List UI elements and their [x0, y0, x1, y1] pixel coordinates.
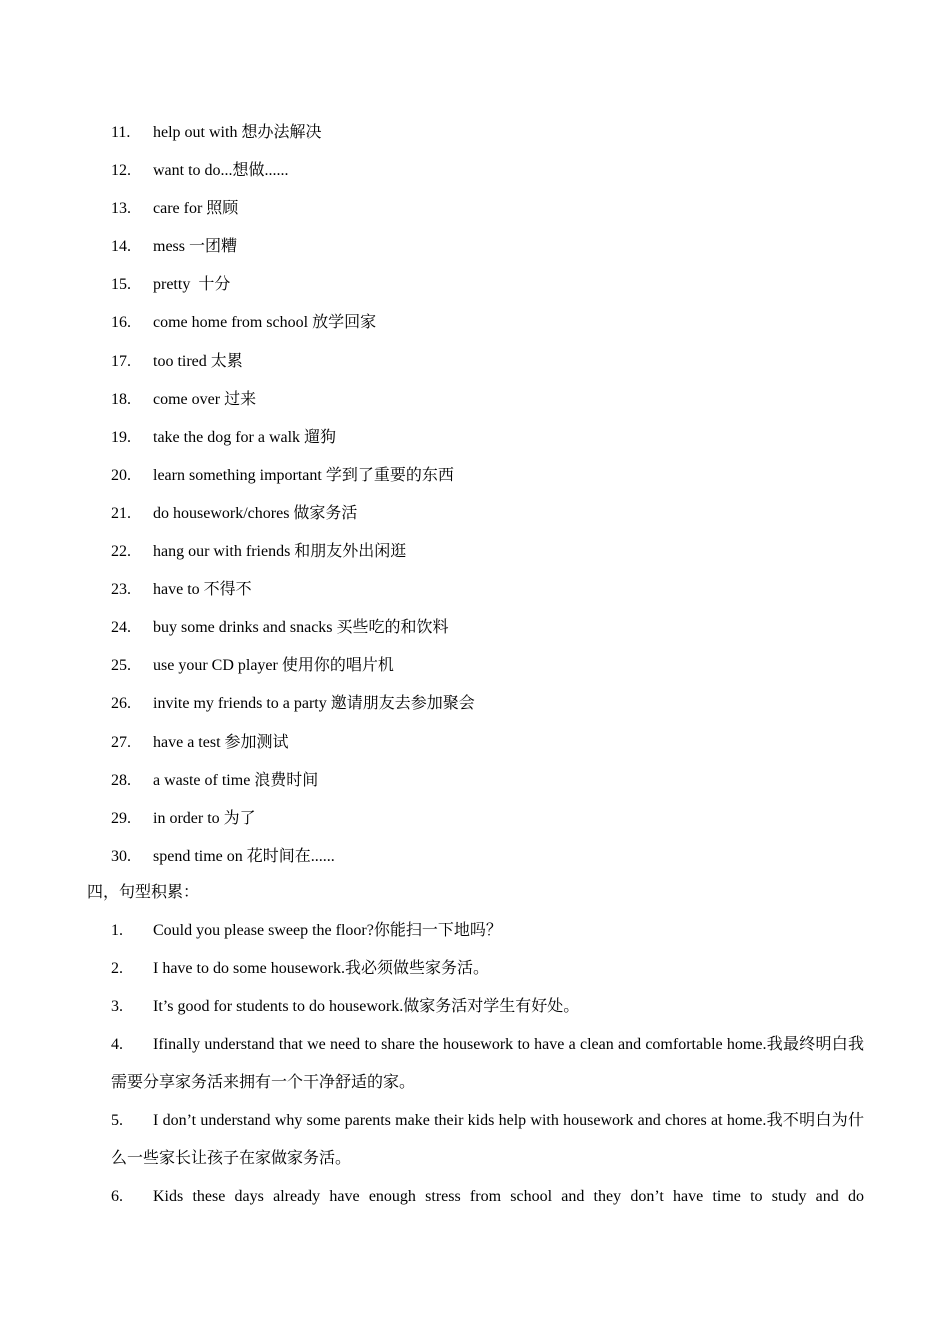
item-text: take the dog for a walk 遛狗 [153, 428, 337, 446]
item-number: 29. [111, 809, 131, 827]
item-number: 24. [111, 619, 131, 637]
item-text: mess 一团糟 [153, 238, 238, 256]
item-number: 1. [111, 922, 123, 939]
item-text: care for 照顾 [153, 200, 239, 218]
item-text: have to 不得不 [153, 581, 252, 599]
list-item [0, 571, 950, 609]
item-number: 3. [111, 998, 123, 1015]
section-title: 四，句型积累： [87, 884, 200, 901]
item-number: 16. [111, 314, 131, 332]
item-text: too tired 太累 [153, 352, 243, 370]
item-text: help out with 想办法解决 [153, 124, 322, 141]
list-item [0, 988, 950, 1026]
item-text: do housework/chores 做家务活 [153, 504, 358, 522]
item-text: learn something important 学到了重要的东西 [153, 466, 454, 484]
item-number: 13. [111, 200, 131, 218]
list-item [0, 457, 950, 495]
item-number: 28. [111, 771, 131, 789]
item-text: come home from school 放学回家 [153, 314, 377, 332]
item-number: 18. [111, 390, 131, 408]
list-item [0, 304, 950, 342]
list-item [0, 343, 950, 381]
list-item [0, 152, 950, 190]
item-text: I don’t understand why some parents make their kids help with housework and chores at home.我不明白为什么一些家长让孩子在家做家务活。 [111, 1112, 864, 1167]
item-number: 25. [111, 657, 131, 675]
item-number: 2. [111, 960, 123, 977]
list-item [0, 724, 950, 762]
item-text: I have to do some housework.我必须做些家务活。 [153, 960, 489, 977]
list-item [0, 685, 950, 723]
item-number: 12. [111, 162, 131, 180]
list-item [0, 838, 950, 876]
item-number: 11. [111, 124, 131, 141]
item-number: 19. [111, 428, 131, 446]
list-item [0, 609, 950, 647]
list-item [0, 228, 950, 266]
item-text: Could you please sweep the floor?你能扫一下地吗？ [153, 922, 502, 939]
list-item [0, 912, 950, 950]
item-text: pretty 十分 [153, 276, 231, 294]
list-item [0, 800, 950, 838]
item-text: Ifinally understand that we need to share the housework to have a clean and comfortable home.我最终明白我需要分享家务活来拥有一个干净舒适的家。 [111, 1036, 864, 1091]
item-number: 21. [111, 504, 131, 522]
list-item [0, 762, 950, 800]
item-number: 14. [111, 238, 131, 256]
list-item [0, 190, 950, 228]
item-text: come over 过来 [153, 390, 257, 408]
item-number: 20. [111, 466, 131, 484]
item-text: a waste of time 浪费时间 [153, 771, 319, 789]
item-text: invite my friends to a party 邀请朋友去参加聚会 [153, 695, 475, 713]
list-item [0, 495, 950, 533]
item-number: 15. [111, 276, 131, 294]
item-number: 17. [111, 352, 131, 370]
item-number: 5. [111, 1112, 123, 1129]
item-text: Kids these days already have enough stress from school and they don’t have time to study and do [153, 1188, 864, 1205]
list-item [0, 533, 950, 571]
item-number: 23. [111, 581, 131, 599]
list-item [0, 381, 950, 419]
item-text: want to do...想做...... [153, 162, 289, 180]
item-number: 4. [111, 1036, 123, 1053]
item-text: hang our with friends 和朋友外出闲逛 [153, 543, 407, 561]
list-item [0, 1026, 950, 1102]
list-item [0, 1102, 950, 1178]
item-text: have a test 参加测试 [153, 733, 289, 751]
list-item [0, 114, 950, 152]
item-text: in order to 为了 [153, 809, 256, 827]
item-number: 26. [111, 695, 131, 713]
item-text: buy some drinks and snacks 买些吃的和饮料 [153, 619, 449, 637]
phrase-list [0, 114, 950, 876]
list-item [0, 1178, 950, 1216]
sentence-list [0, 912, 950, 1216]
list-item [0, 950, 950, 988]
list-item [0, 266, 950, 304]
item-text: use your CD player 使用你的唱片机 [153, 657, 394, 675]
list-item [0, 419, 950, 457]
list-item [0, 647, 950, 685]
item-number: 30. [111, 847, 131, 865]
item-number: 6. [111, 1188, 123, 1205]
item-text: spend time on 花时间在...... [153, 847, 335, 865]
item-number: 27. [111, 733, 131, 751]
item-text: It’s good for students to do housework.做家务活对学生有好处。 [153, 998, 580, 1015]
item-number: 22. [111, 543, 131, 561]
